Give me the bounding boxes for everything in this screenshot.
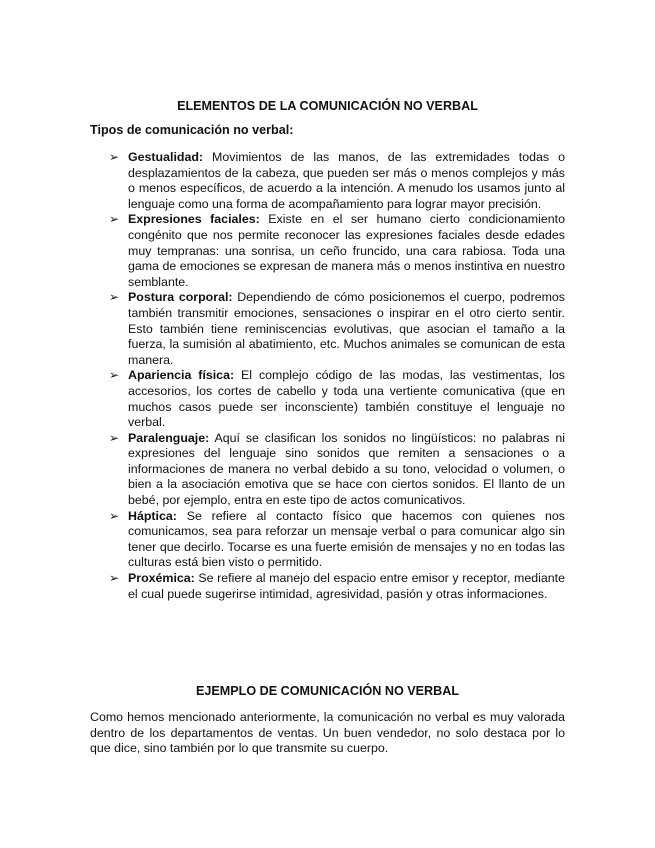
item-text: Dependiendo de cómo posicionemos el cuerpo, podremos también transmitir emociones, sensaciones o inspirar en el otro cierto sentir. Esto también tiene reminiscencias evolutivas, que asocian el tamaño a la fuerza, la sumisión al abatimiento, etc. Muchos animales se comunican de esta manera. bbox=[128, 290, 565, 367]
list-item bbox=[109, 368, 565, 430]
section-title: EJEMPLO DE COMUNICACIÓN NO VERBAL bbox=[195, 684, 460, 698]
arrow-bullet-icon: ➢ bbox=[109, 290, 120, 305]
arrow-bullet-icon: ➢ bbox=[109, 150, 120, 164]
example-paragraph: Como hemos mencionado anteriormente, la comunicación no verbal es muy valorada dentro de los departamentos de ventas. Un buen vendedor, no solo destaca por lo que dice, sino también por lo que transmite su cuerpo. bbox=[90, 710, 565, 756]
item-text: Existe en el ser humano cierto condicionamiento congénito que nos permite reconocer las expresiones faciales desde edades muy tempranas: una sonrisa, un ceño fruncido, una cara rabiosa. Toda una gama de emociones se expresan de manera más o menos instintiva en nuestro semblante. bbox=[128, 212, 565, 289]
item-term: Expresiones faciales: bbox=[128, 212, 260, 227]
item-text: Aquí se clasifican los sonidos no lingüísticos: no palabras ni expresiones del lenguaje sino sonidos que remiten a sensaciones o a informaciones de manera no verbal debido a su tono, velocidad o volumen, o bien a la asociación emotiva que se hace con ciertos sonidos. El llanto de un bebé, por ejemplo, entra en este tipo de actos comunicativos. bbox=[128, 430, 565, 508]
item-term: Háptica: bbox=[128, 508, 177, 523]
list-item bbox=[109, 431, 565, 509]
item-term: Postura corporal: bbox=[128, 290, 233, 305]
arrow-bullet-icon: ➢ bbox=[109, 368, 120, 383]
item-term: Apariencia física: bbox=[128, 368, 235, 383]
item-text: Se refiere al manejo del espacio entre emisor y receptor, mediante el cual puede sugerirse intimidad, agresividad, pasión y otras informaciones. bbox=[128, 571, 565, 601]
item-term: Proxémica: bbox=[128, 571, 195, 586]
list-item bbox=[109, 150, 565, 212]
item-text: Se refiere al contacto físico que hacemos con quienes nos comunicamos, sea para reforzar un mensaje verbal o para comunicar algo sin tener que decirlo. Tocarse es una fuerte emisión de mensajes y no en todas las culturas está bien visto o permitido. bbox=[128, 508, 565, 570]
item-text: Movimientos de las manos, de las extremidades todas o desplazamientos de la cabeza, que pueden ser más o menos complejos y más o menos específicos, de acuerdo a la intención. A menudo los usamos junto al lenguaje como una forma de acompañamiento para lograr mayor precisión. bbox=[128, 150, 565, 211]
types-list bbox=[109, 150, 565, 602]
list-item bbox=[109, 509, 565, 571]
arrow-bullet-icon: ➢ bbox=[109, 212, 120, 227]
item-text: El complejo código de las modas, las vestimentas, los accesorios, los cortes de cabello y toda una vertiente comunicativa (que en muchos casos puede ser inconsciente) también constituye el lenguaje no verbal. bbox=[128, 368, 565, 430]
item-term: Paralenguaje: bbox=[128, 430, 210, 445]
section-subtitle: Tipos de comunicación no verbal: bbox=[90, 123, 294, 137]
arrow-bullet-icon: ➢ bbox=[109, 508, 120, 523]
item-term: Gestualidad: bbox=[128, 150, 204, 164]
arrow-bullet-icon: ➢ bbox=[109, 430, 120, 445]
list-item bbox=[109, 571, 565, 602]
page-title: ELEMENTOS DE LA COMUNICACIÓN NO VERBAL bbox=[177, 99, 478, 113]
arrow-bullet-icon: ➢ bbox=[109, 571, 120, 586]
list-item bbox=[109, 290, 565, 368]
list-item bbox=[109, 212, 565, 290]
